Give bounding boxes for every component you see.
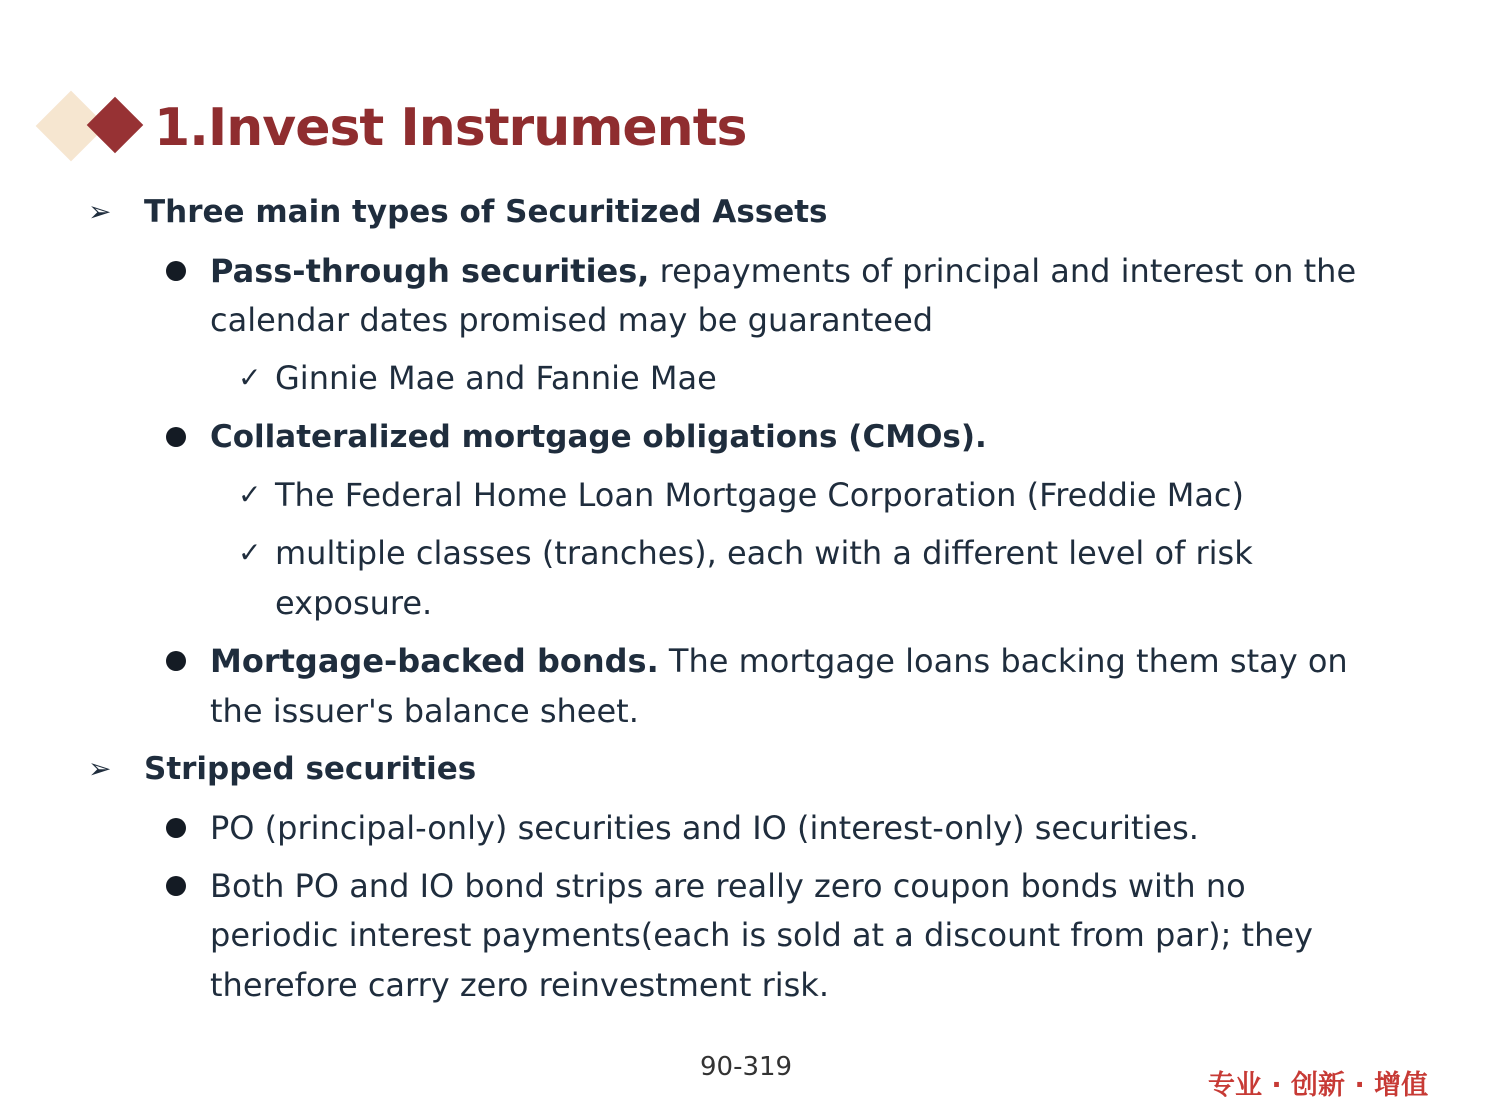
checkmark-icon: ✓ [238, 536, 262, 569]
slide-title: 1.Invest Instruments [154, 98, 747, 158]
check-item: The Federal Home Loan Mortgage Corporation (Freddie Mac) [275, 476, 1244, 514]
diamond-icon [87, 97, 144, 154]
bullet-item [210, 641, 1348, 681]
bullet-text-continuation: the issuer's balance sheet. [210, 692, 639, 730]
bullet-item [210, 251, 1356, 291]
bullet-text-continuation: therefore carry zero reinvestment risk. [210, 966, 829, 1004]
page-number: 90-319 [700, 1052, 793, 1082]
section-heading: Stripped securities [144, 751, 477, 787]
filled-circle-bullet-icon [166, 261, 186, 281]
arrowhead-bullet-icon: ➢ [88, 195, 112, 228]
filled-circle-bullet-icon [166, 427, 186, 447]
bullet-bold-text: Pass-through securities, [210, 252, 650, 290]
filled-circle-bullet-icon [166, 818, 186, 838]
bullet-text-continuation: calendar dates promised may be guaranteed [210, 301, 934, 339]
slogan: 专业 · 创新 · 增值 [1208, 1070, 1429, 1101]
filled-circle-bullet-icon [166, 651, 186, 671]
bullet-text: repayments of principal and interest on the [649, 252, 1357, 290]
check-item-continuation: exposure. [275, 584, 433, 622]
filled-circle-bullet-icon [166, 876, 186, 896]
bullet-bold-text: Mortgage-backed bonds. [210, 642, 659, 680]
check-item: Ginnie Mae and Fannie Mae [275, 359, 717, 397]
slide-header [36, 88, 936, 168]
arrowhead-bullet-icon: ➢ [88, 752, 112, 785]
check-item: multiple classes (tranches), each with a different level of risk [275, 534, 1253, 572]
bullet-bold-text: Collateralized mortgage obligations (CMOs). [210, 419, 987, 455]
bullet-text-continuation: periodic interest payments(each is sold at a discount from par); they [210, 916, 1313, 954]
checkmark-icon: ✓ [238, 478, 262, 511]
bullet-text: Both PO and IO bond strips are really zero coupon bonds with no [210, 867, 1246, 905]
section-heading: Three main types of Securitized Assets [144, 194, 828, 230]
checkmark-icon: ✓ [238, 361, 262, 394]
bullet-text: PO (principal-only) securities and IO (interest-only) securities. [210, 809, 1199, 847]
bullet-text: The mortgage loans backing them stay on [658, 642, 1348, 680]
